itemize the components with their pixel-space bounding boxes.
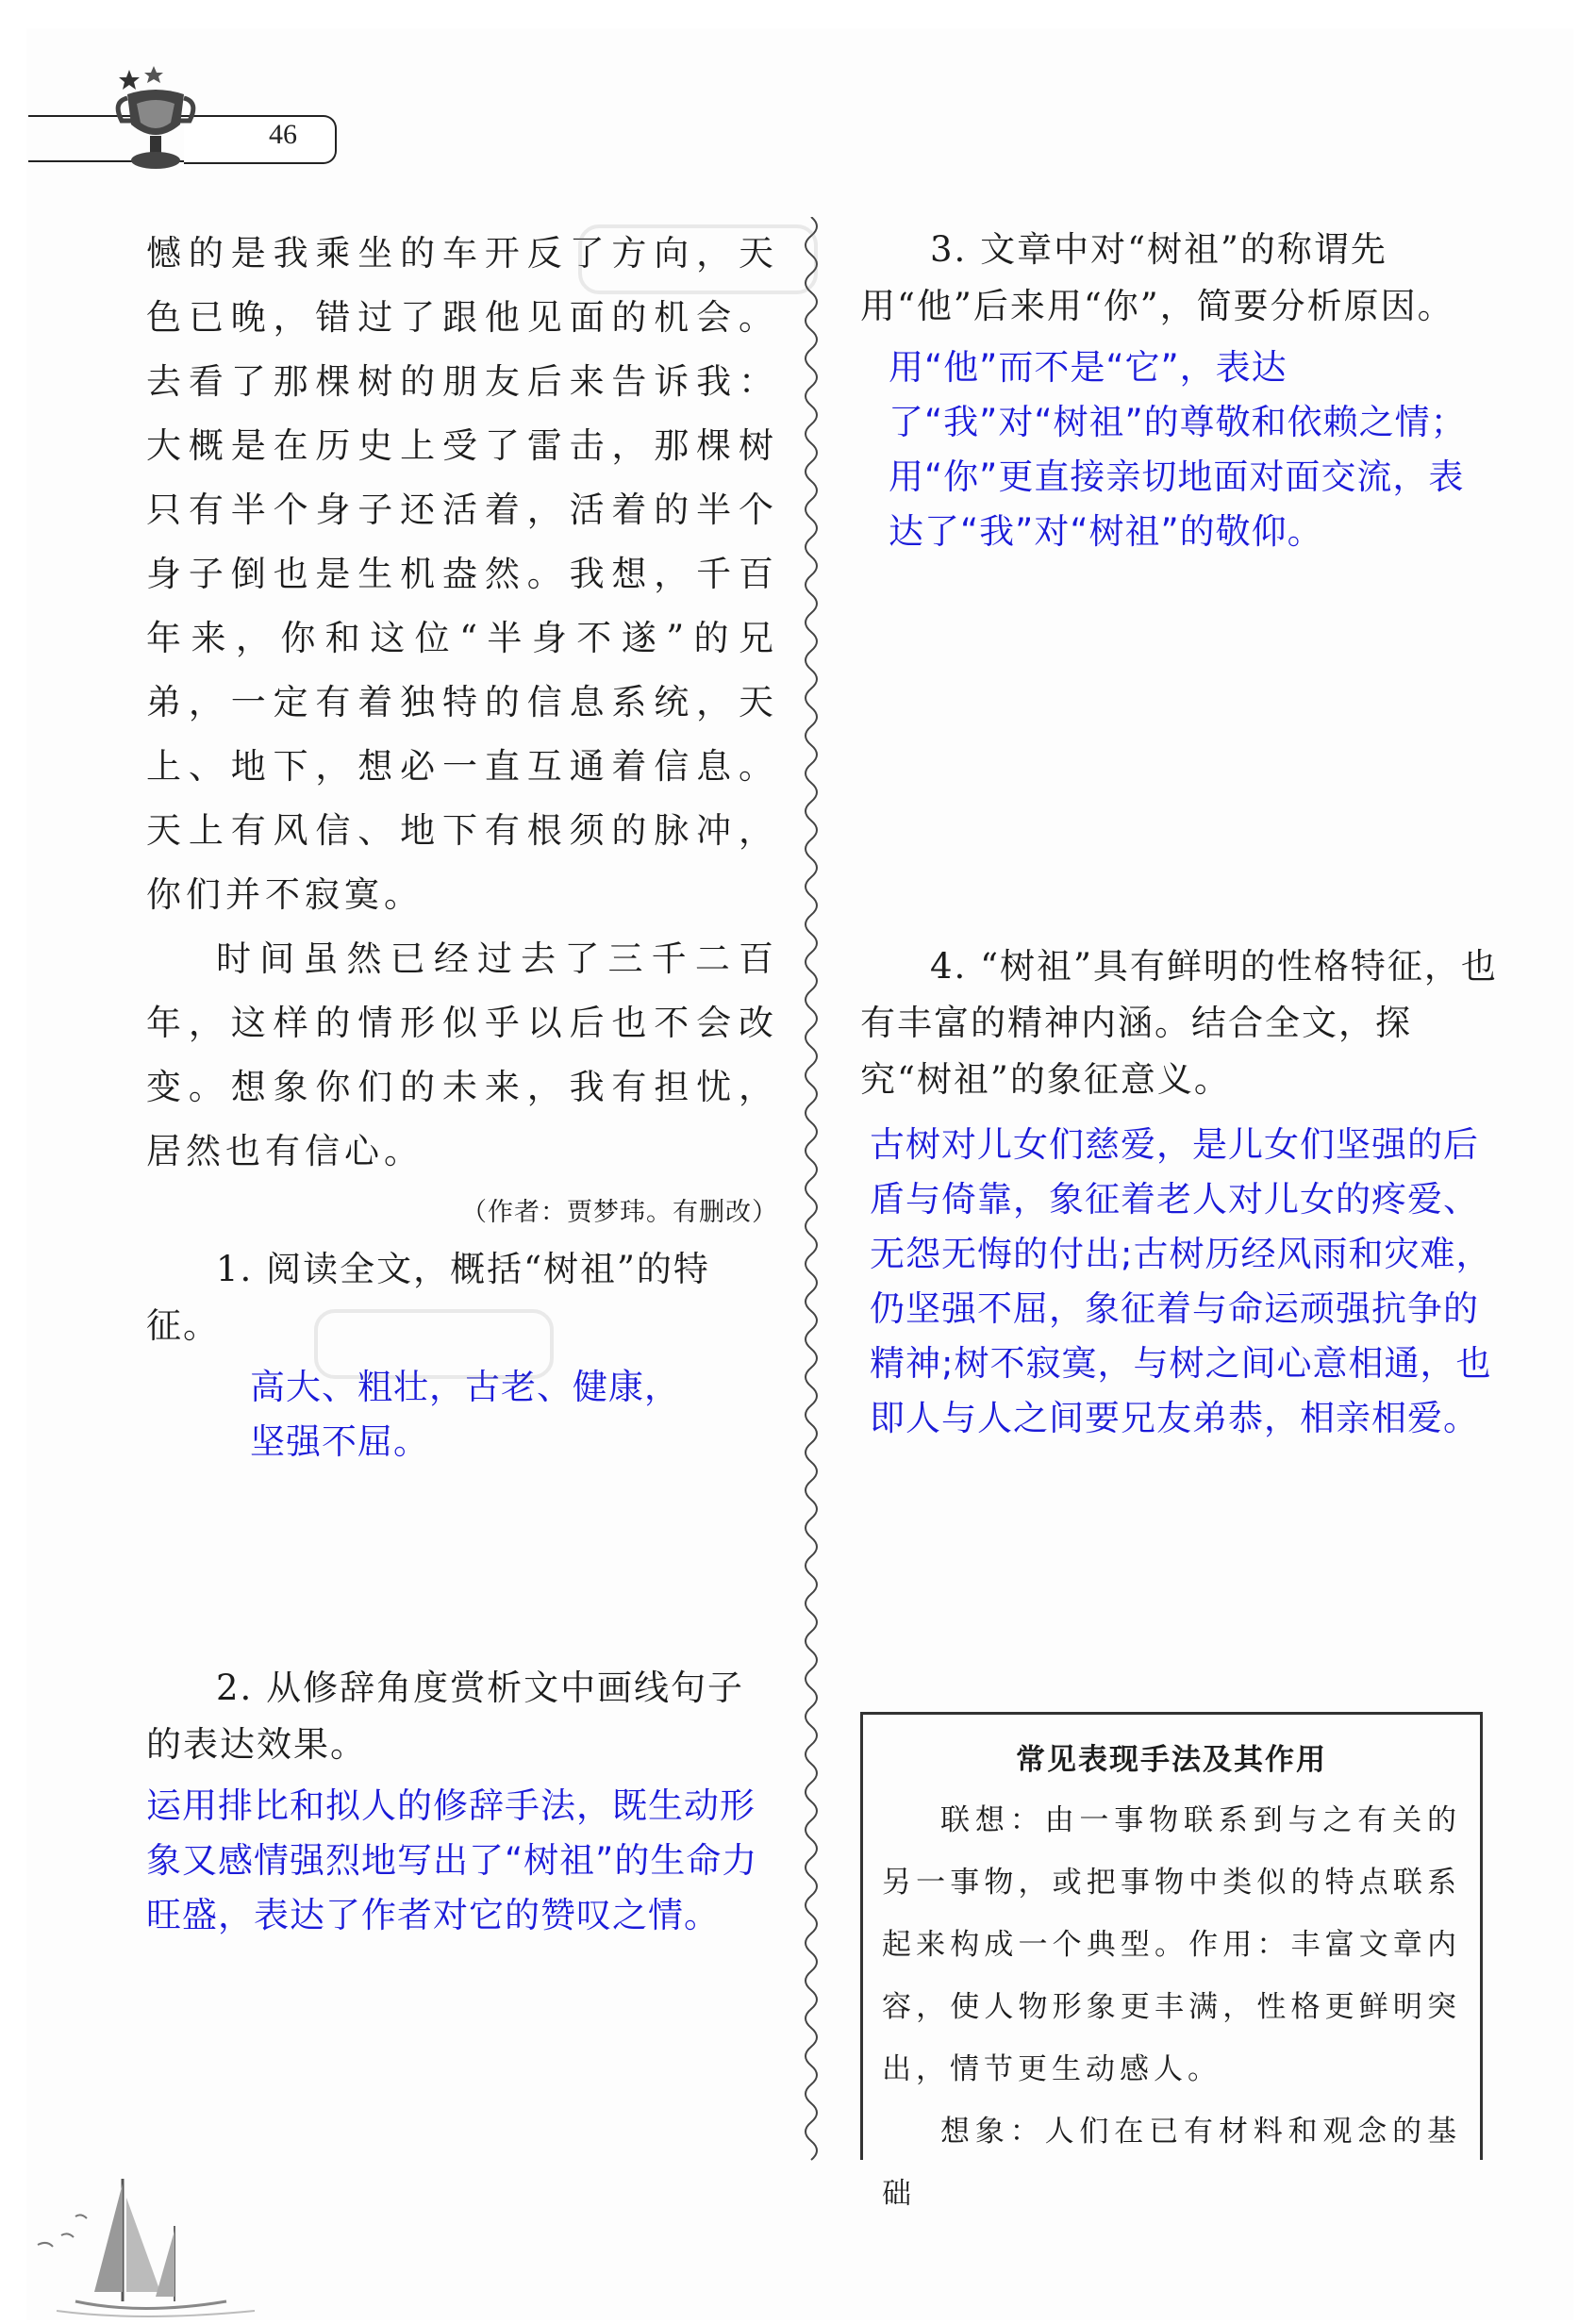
tip-box: [860, 1712, 1483, 2211]
question-4: [860, 938, 1502, 1446]
question-4-prompt: 4. “树祖”具有鲜明的性格特征，也有丰富的精神内涵。结合全文，探究“树祖”的象征意义。: [860, 946, 1498, 1100]
page-number: 46: [269, 119, 297, 150]
right-column: [860, 222, 1502, 1438]
question-4-answer: 古树对儿女们慈爱，是儿女们坚强的后盾与倚靠，象征着老人对儿女的疼爱、无怨无悔的付出;古树历经风雨和灾难，仍坚强不屈，象征着与命运顽强抗争的精神;树不寂寞，与树之间心意相通，也即人与人之间要兄友弟恭，相亲相爱。: [870, 1124, 1492, 1438]
watermark-graphic-2: [311, 1302, 557, 1386]
question-2-answer: 运用排比和拟人的修辞手法，既生动形象又感情强烈地写出了“树祖”的生命力旺盛，表达了作者对它的赞叹之情。: [146, 1785, 758, 1935]
question-3-answer: 用“他”而不是“它”，表达了“我”对“树祖”的尊敬和依赖之情；用“你”更直接亲切地面对面交流，表达了“我”对“树祖”的敬仰。: [889, 347, 1467, 552]
article-paragraph-2: 时间虽然已经过去了三千二百年，这样的情形似乎以后也不会改变。想象你们的未来，我有担忧，居然也有信心。: [146, 938, 778, 1171]
tip-box-item-1: 联想：由一事物联系到与之有关的另一事物，或把事物中类似的特点联系起来构成一个典型。作用：丰富文章内容，使人物形象更丰满，性格更鲜明突出，情节更生动感人。: [882, 1803, 1461, 2086]
article-paragraph-1: 憾的是我乘坐的车开反了方向，天色已晚，错过了跟他见面的机会。去看了那棵树的朋友后来告诉我：大概是在历史上受了雷击，那棵树只有半个身子还活着，活着的半个身子倒也是生机盎然。我想，千百年来，你和这位“半身不遂”的兄弟，一定有着独特的信息系统，天上、地下，想必一直互通着信息。天上有风信、地下有根须的脉冲，你们并不寂寞。: [146, 233, 778, 915]
tip-box-title: 常见表现手法及其作用: [1016, 1743, 1327, 1777]
tip-box-item-2: 想象：人们在已有材料和观念的基础: [882, 2115, 1461, 2211]
question-1-prompt: 1. 阅读全文，概括“树祖”的特征。: [146, 1249, 710, 1346]
question-2-prompt: 2. 从修辞角度赏析文中画线句子的表达效果。: [146, 1668, 745, 1765]
left-column: [146, 222, 778, 1935]
question-3: [860, 222, 1502, 559]
question-1-answer: 高大、粗壮，古老、健康，坚强不屈。: [250, 1367, 680, 1462]
trophy-icon: [108, 66, 203, 174]
page-header: [28, 57, 330, 179]
column-divider: [802, 217, 830, 2169]
page-number-tab: [184, 115, 337, 164]
author-note: （作者：贾梦玮。有删改）: [461, 1198, 778, 1227]
sailboat-icon: [19, 2160, 264, 2320]
question-2: [146, 1660, 778, 1943]
question-3-prompt: 3. 文章中对“树祖”的称谓先用“他”后来用“你”，简要分析原因。: [860, 229, 1454, 326]
watermark-graphic: [575, 217, 821, 302]
